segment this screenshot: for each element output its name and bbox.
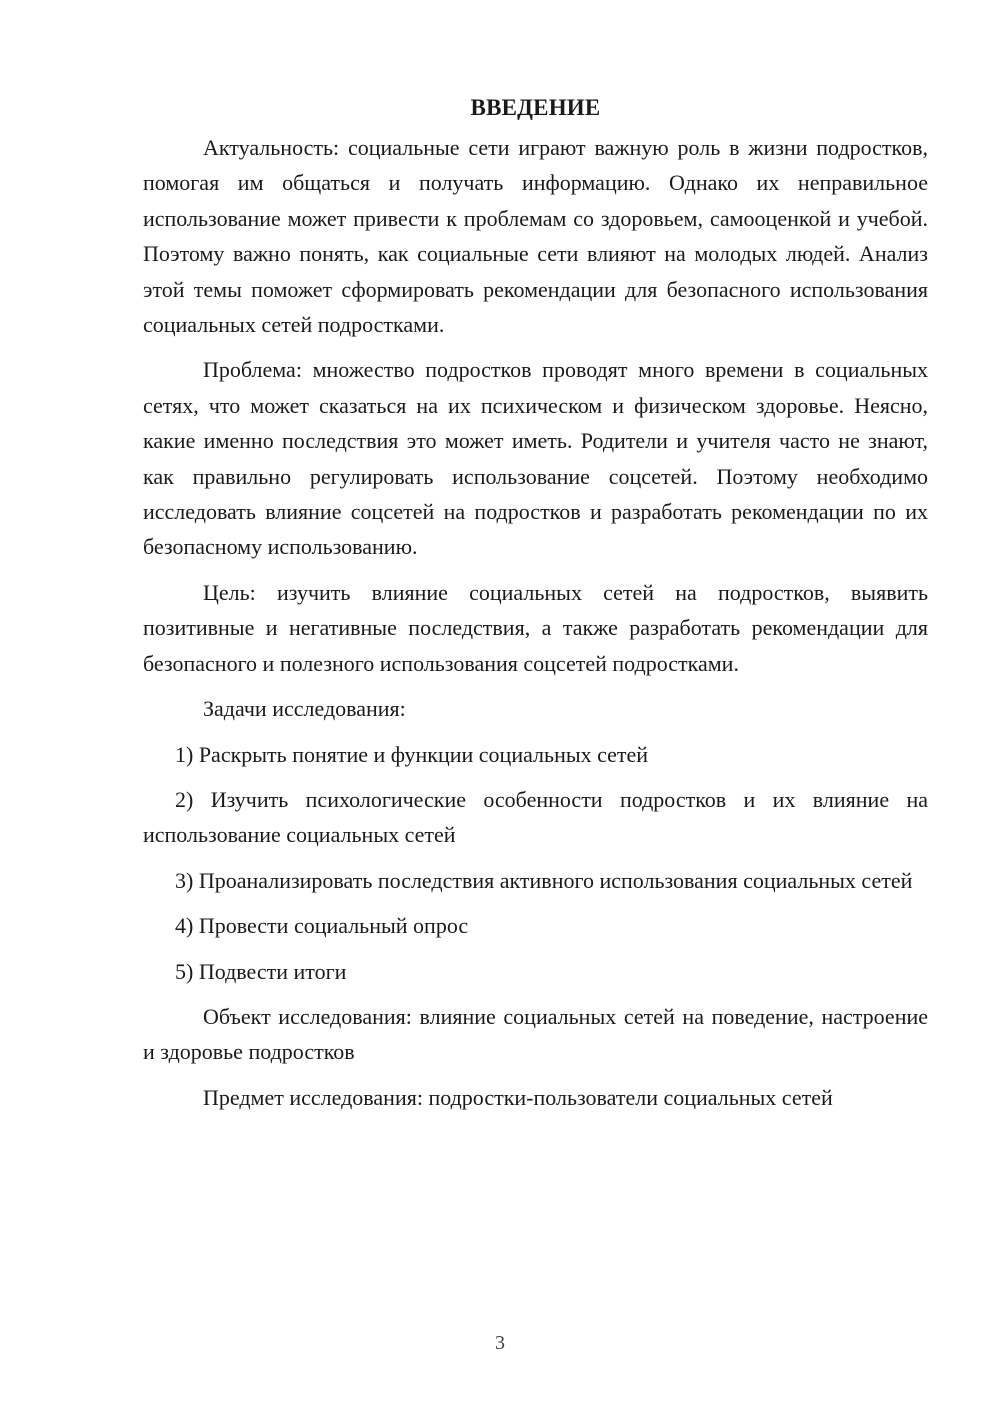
task-item-2: 2) Изучить психологические особенности подростков и их влияние на использование социальных сетей — [143, 786, 928, 848]
section-heading: ВВЕДЕНИЕ — [470, 95, 601, 120]
task-item-5: 5) Подвести итоги — [175, 958, 347, 984]
problem-paragraph: Проблема: множество подростков проводят много времени в социальных сетях, что может сказаться на их психическом и физическом здоровье. Неясно, какие именно последствия это может иметь. Родители и учителя часто не знают, как правильно регулировать использование соцсетей. Поэтому необходимо исследовать влияние соцсетей на подростков и разработать рекомендации по их безопасному использованию. — [143, 357, 928, 560]
page-number: 3 — [495, 1332, 505, 1354]
goal-paragraph: Цель: изучить влияние социальных сетей на подростков, выявить позитивные и негативные последствия, а также разработать рекомендации для безопасного и полезного использования соцсетей подростками. — [143, 579, 928, 676]
task-item-3: 3) Проанализировать последствия активного использования социальных сетей — [175, 867, 913, 893]
object-paragraph: Объект исследования: влияние социальных сетей на поведение, настроение и здоровье подростков — [143, 1003, 928, 1065]
task-item-1: 1) Раскрыть понятие и функции социальных сетей — [175, 741, 649, 767]
task-item-4: 4) Провести социальный опрос — [175, 913, 469, 939]
document-page — [143, 90, 928, 1125]
subject-paragraph: Предмет исследования: подростки-пользователи социальных сетей — [203, 1084, 833, 1110]
relevance-paragraph: Актуальность: социальные сети играют важную роль в жизни подростков, помогая им общаться и получать информацию. Однако их неправильное использование может привести к проблемам со здоровьем, самооценкой и учебой. Поэтому важно понять, как социальные сети влияют на молодых людей. Анализ этой темы поможет сформировать рекомендации для безопасного использования социальных сетей подростками. — [143, 135, 928, 338]
tasks-heading: Задачи исследования: — [203, 696, 406, 722]
